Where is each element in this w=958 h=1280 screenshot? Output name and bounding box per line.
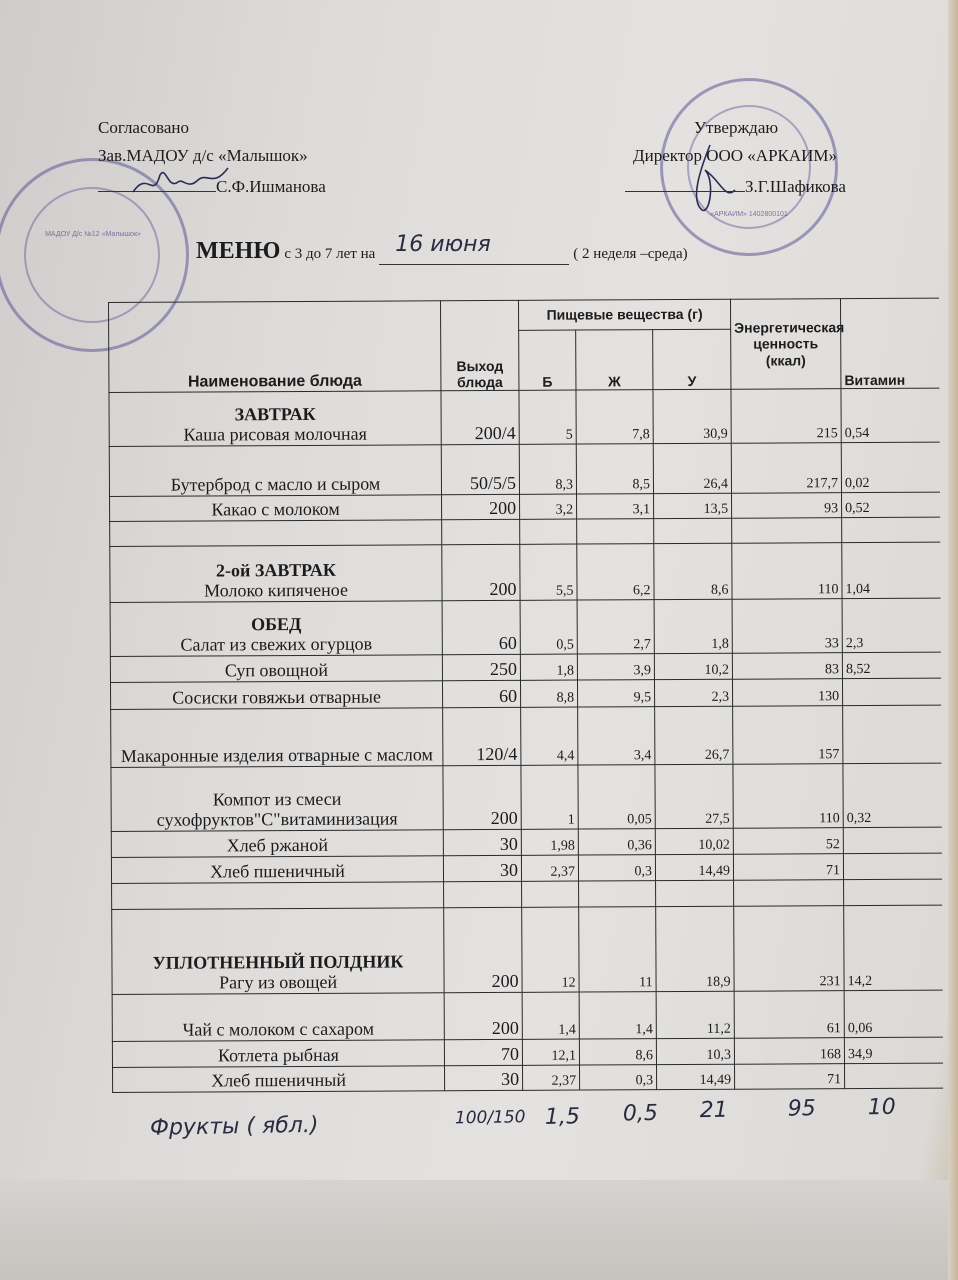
protein-cell: 2,37 xyxy=(523,1065,580,1090)
fat-cell: 0,3 xyxy=(580,1065,657,1090)
table-row xyxy=(109,388,939,446)
dish-output-cell: 60 xyxy=(442,600,520,654)
carbs-cell: 30,9 xyxy=(653,389,731,443)
dish-name-cell xyxy=(112,1040,444,1068)
dish-name-cell xyxy=(111,830,443,858)
carbs-cell: 10,02 xyxy=(655,828,733,854)
right-signature xyxy=(680,140,740,220)
dish-name-cell xyxy=(110,495,442,522)
table-row xyxy=(110,542,940,602)
dish-name-cell xyxy=(112,882,444,910)
fat-cell: 3,9 xyxy=(577,654,654,680)
dish-name-cell xyxy=(111,708,443,768)
protein-cell: 1,4 xyxy=(522,992,579,1039)
header-name: Наименование блюда xyxy=(109,301,441,393)
paper-edge xyxy=(948,0,958,1280)
meal-section-title: ЗАВТРАК xyxy=(234,403,316,424)
dish-name-cell xyxy=(111,856,443,884)
date-field xyxy=(379,232,569,265)
approval-right-name: З.Г.Шафикова xyxy=(745,177,846,196)
table-row xyxy=(113,1063,943,1092)
fat-cell: 6,2 xyxy=(577,544,654,600)
dish-output-cell xyxy=(442,519,520,544)
dish-output-cell: 50/5/5 xyxy=(441,444,519,494)
fat-cell: 8,6 xyxy=(579,1039,656,1065)
table-row xyxy=(111,763,941,831)
menu-title: МЕНЮ xyxy=(196,238,281,264)
energy-kcal-cell: 52 xyxy=(733,828,843,855)
fat-cell: 0,36 xyxy=(578,829,655,855)
energy-kcal-cell: 231 xyxy=(734,906,844,992)
protein-cell: 8,3 xyxy=(519,444,576,494)
dish-name-cell xyxy=(113,1066,445,1093)
dish-output-cell: 60 xyxy=(442,680,520,707)
protein-cell: 5,5 xyxy=(520,544,577,600)
menu-week: ( 2 неделя –среда) xyxy=(573,246,688,262)
energy-kcal-cell: 61 xyxy=(734,991,844,1039)
fat-cell: 3,1 xyxy=(577,494,654,519)
dish-name: Рагу из овощей xyxy=(219,972,338,993)
dish-name: Хлеб пшеничный xyxy=(210,861,345,882)
right-stamp: «АРКАИМ» 1402800101 xyxy=(660,78,838,256)
table-row xyxy=(109,442,939,496)
dish-name: Макаронные изделия отварные с маслом xyxy=(120,744,433,767)
meal-section-title: УПЛОТНЕННЫЙ ПОЛДНИК xyxy=(152,951,404,973)
protein-cell: 3,2 xyxy=(520,494,577,519)
dish-name: Чай с молоком с сахаром xyxy=(182,1018,375,1040)
dish-output-cell: 200 xyxy=(442,544,520,600)
handwritten-kcal: 95 xyxy=(787,1096,817,1122)
fat-cell: 9,5 xyxy=(577,680,654,707)
vitamin-cell xyxy=(844,879,942,906)
header-zh: Ж xyxy=(576,330,653,390)
energy-kcal-cell: 33 xyxy=(732,599,842,654)
header-nutrients: Пищевые вещества (г) xyxy=(518,299,730,330)
carbs-cell: 8,6 xyxy=(654,543,732,599)
energy-kcal-cell: 130 xyxy=(732,679,842,707)
dish-name-cell xyxy=(111,766,443,832)
dish-output-cell: 30 xyxy=(445,1065,523,1090)
carbs-cell: 26,4 xyxy=(653,443,731,493)
protein-cell: 8,8 xyxy=(520,680,577,707)
dish-name: Компот из смеси сухофруктов"С"витаминизация xyxy=(156,788,398,831)
header-u: У xyxy=(653,329,731,389)
carbs-cell: 1,8 xyxy=(654,599,732,653)
table-row xyxy=(110,598,940,656)
vitamin-cell xyxy=(843,705,941,764)
vitamin-cell: 8,52 xyxy=(842,652,940,679)
fat-cell: 0,05 xyxy=(578,765,655,829)
vitamin-cell: 0,32 xyxy=(843,763,941,828)
vitamin-cell: 2,3 xyxy=(842,598,940,653)
dish-name-cell xyxy=(110,520,442,547)
vitamin-cell: 14,2 xyxy=(844,905,942,991)
dish-output-cell: 200 xyxy=(443,765,521,829)
protein-cell: 2,37 xyxy=(521,855,578,881)
menu-table-body xyxy=(109,388,943,1092)
meal-section-title: 2-ой ЗАВТРАК xyxy=(215,559,336,581)
fat-cell: 7,8 xyxy=(576,390,653,444)
energy-kcal-cell: 71 xyxy=(734,1064,844,1090)
carbs-cell: 13,5 xyxy=(654,493,732,518)
vitamin-cell xyxy=(843,827,941,854)
dish-output-cell: 30 xyxy=(443,855,521,881)
energy-kcal-cell: 110 xyxy=(732,543,842,600)
carbs-cell: 10,3 xyxy=(656,1038,734,1064)
fat-cell: 11 xyxy=(579,907,656,992)
menu-table xyxy=(108,298,943,1093)
carbs-cell: 14,49 xyxy=(657,1064,735,1089)
handwritten-row xyxy=(0,1090,958,1157)
dish-output-cell: 200/4 xyxy=(441,390,519,444)
menu-age: с 3 до 7 лет на xyxy=(284,246,376,262)
dish-name-cell xyxy=(109,391,441,447)
protein-cell: 1,8 xyxy=(520,654,577,680)
vitamin-cell: 0,06 xyxy=(844,990,942,1038)
vitamin-cell xyxy=(844,1063,942,1089)
fat-cell: 8,5 xyxy=(576,444,653,494)
header-b: Б xyxy=(519,330,576,390)
dish-name: Хлеб пшеничный xyxy=(211,1070,347,1091)
handwritten-vitamin: 10 xyxy=(867,1094,897,1121)
table-row xyxy=(112,905,942,994)
dish-name: Котлета рыбная xyxy=(217,1045,339,1066)
left-signature xyxy=(128,160,238,210)
protein-cell: 4,4 xyxy=(521,707,578,765)
fat-cell: 3,4 xyxy=(578,707,655,765)
carbs-cell: 18,9 xyxy=(656,906,734,991)
header-energy: Энергетическая ценность (ккал) xyxy=(730,299,840,390)
handwritten-output: 100/150 xyxy=(454,1107,526,1129)
energy-kcal-cell: 93 xyxy=(732,493,842,519)
meal-section-title: ОБЕД xyxy=(250,613,302,634)
left-stamp: МАДОУ Д/с №12 «Малышок» xyxy=(0,158,189,352)
protein-cell: 1 xyxy=(521,765,578,829)
energy-kcal-cell: 83 xyxy=(732,653,842,680)
protein-cell: 1,98 xyxy=(521,829,578,855)
handwritten-name: Фрукты ( ябл.) xyxy=(149,1112,319,1141)
dish-output-cell: 70 xyxy=(444,1039,522,1065)
carbs-cell: 27,5 xyxy=(655,764,733,828)
fat-cell xyxy=(579,881,656,907)
vitamin-cell: 0,52 xyxy=(842,492,940,518)
energy-kcal-cell: 168 xyxy=(734,1038,844,1065)
table-row xyxy=(110,678,940,709)
dish-name: Какао с молоком xyxy=(211,499,340,520)
dish-output-cell xyxy=(444,881,522,907)
carbs-cell: 11,2 xyxy=(656,991,734,1038)
dish-name-cell xyxy=(110,681,442,710)
dish-output-cell: 200 xyxy=(444,907,522,992)
protein-cell: 12,1 xyxy=(522,1039,579,1065)
handwritten-zh: 0,5 xyxy=(622,1100,659,1127)
fat-cell xyxy=(577,519,654,544)
approval-right-position: Директор ООО «АРКАИМ» xyxy=(633,146,838,165)
vitamin-cell xyxy=(842,517,940,543)
dish-name: Каша рисовая молочная xyxy=(183,423,367,445)
dish-output-cell: 30 xyxy=(443,829,521,855)
protein-cell: 5 xyxy=(519,390,576,444)
protein-cell: 0,5 xyxy=(520,600,577,654)
approval-left-name: С.Ф.Ишманова xyxy=(216,177,326,196)
dish-name: Хлеб ржаной xyxy=(226,835,329,856)
dish-name-cell xyxy=(110,545,442,603)
dish-name-cell xyxy=(110,655,442,683)
carbs-cell: 26,7 xyxy=(655,706,733,764)
dish-name-cell xyxy=(112,993,444,1042)
dish-output-cell: 250 xyxy=(442,654,520,680)
energy-kcal-cell: 157 xyxy=(733,706,843,765)
dish-name-cell xyxy=(110,601,442,657)
energy-kcal-cell: 217,7 xyxy=(731,443,841,494)
handwritten-u: 21 xyxy=(699,1097,729,1124)
carbs-cell xyxy=(656,880,734,906)
energy-kcal-cell: 215 xyxy=(731,389,841,444)
table-row xyxy=(112,990,942,1041)
protein-cell: 12 xyxy=(522,907,579,992)
date-handwritten: 16 июня xyxy=(395,232,491,257)
dish-output-cell: 120/4 xyxy=(443,707,521,765)
approval-left-label: Согласовано xyxy=(98,118,189,137)
vitamin-cell: 1,04 xyxy=(842,542,940,599)
fat-cell: 2,7 xyxy=(577,600,654,654)
energy-kcal-cell xyxy=(734,880,844,907)
dish-name-cell xyxy=(112,908,444,995)
vitamin-cell: 0,54 xyxy=(841,388,939,443)
header-output: Выход блюда xyxy=(440,300,518,390)
dish-output-cell: 200 xyxy=(442,494,520,519)
vitamin-cell xyxy=(843,853,941,880)
carbs-cell: 2,3 xyxy=(654,679,732,706)
menu-heading xyxy=(196,232,688,265)
carbs-cell: 10,2 xyxy=(654,653,732,679)
dish-name: Суп овощной xyxy=(224,660,329,681)
dish-name: Салат из свежих огурцов xyxy=(180,633,373,655)
energy-kcal-cell: 71 xyxy=(733,854,843,881)
energy-kcal-cell xyxy=(732,518,842,544)
fat-cell: 0,3 xyxy=(578,855,655,881)
carbs-cell: 14,49 xyxy=(655,854,733,880)
vitamin-cell xyxy=(842,678,940,706)
protein-cell xyxy=(520,519,577,544)
dish-name: Молоко кипяченое xyxy=(204,580,348,601)
table-row xyxy=(111,705,941,767)
handwritten-b: 1,5 xyxy=(544,1104,581,1130)
background-surface xyxy=(0,1180,958,1280)
header-vitamin: Витамин xyxy=(840,298,938,389)
vitamin-cell: 34,9 xyxy=(844,1037,942,1064)
carbs-cell xyxy=(654,518,732,543)
approval-left-position: Зав.МАДОУ д/с «Малышок» xyxy=(98,146,308,165)
dish-name: Бутерброд с масло и сыром xyxy=(170,473,381,495)
dish-name: Сосиски говяжьи отварные xyxy=(172,686,382,708)
dish-name-cell xyxy=(109,445,441,497)
approval-right-label: Утверждаю xyxy=(694,118,779,137)
protein-cell xyxy=(522,881,579,907)
dish-output-cell: 200 xyxy=(444,992,522,1039)
vitamin-cell: 0,02 xyxy=(841,442,939,493)
fat-cell: 1,4 xyxy=(579,992,656,1039)
energy-kcal-cell: 110 xyxy=(733,764,843,829)
